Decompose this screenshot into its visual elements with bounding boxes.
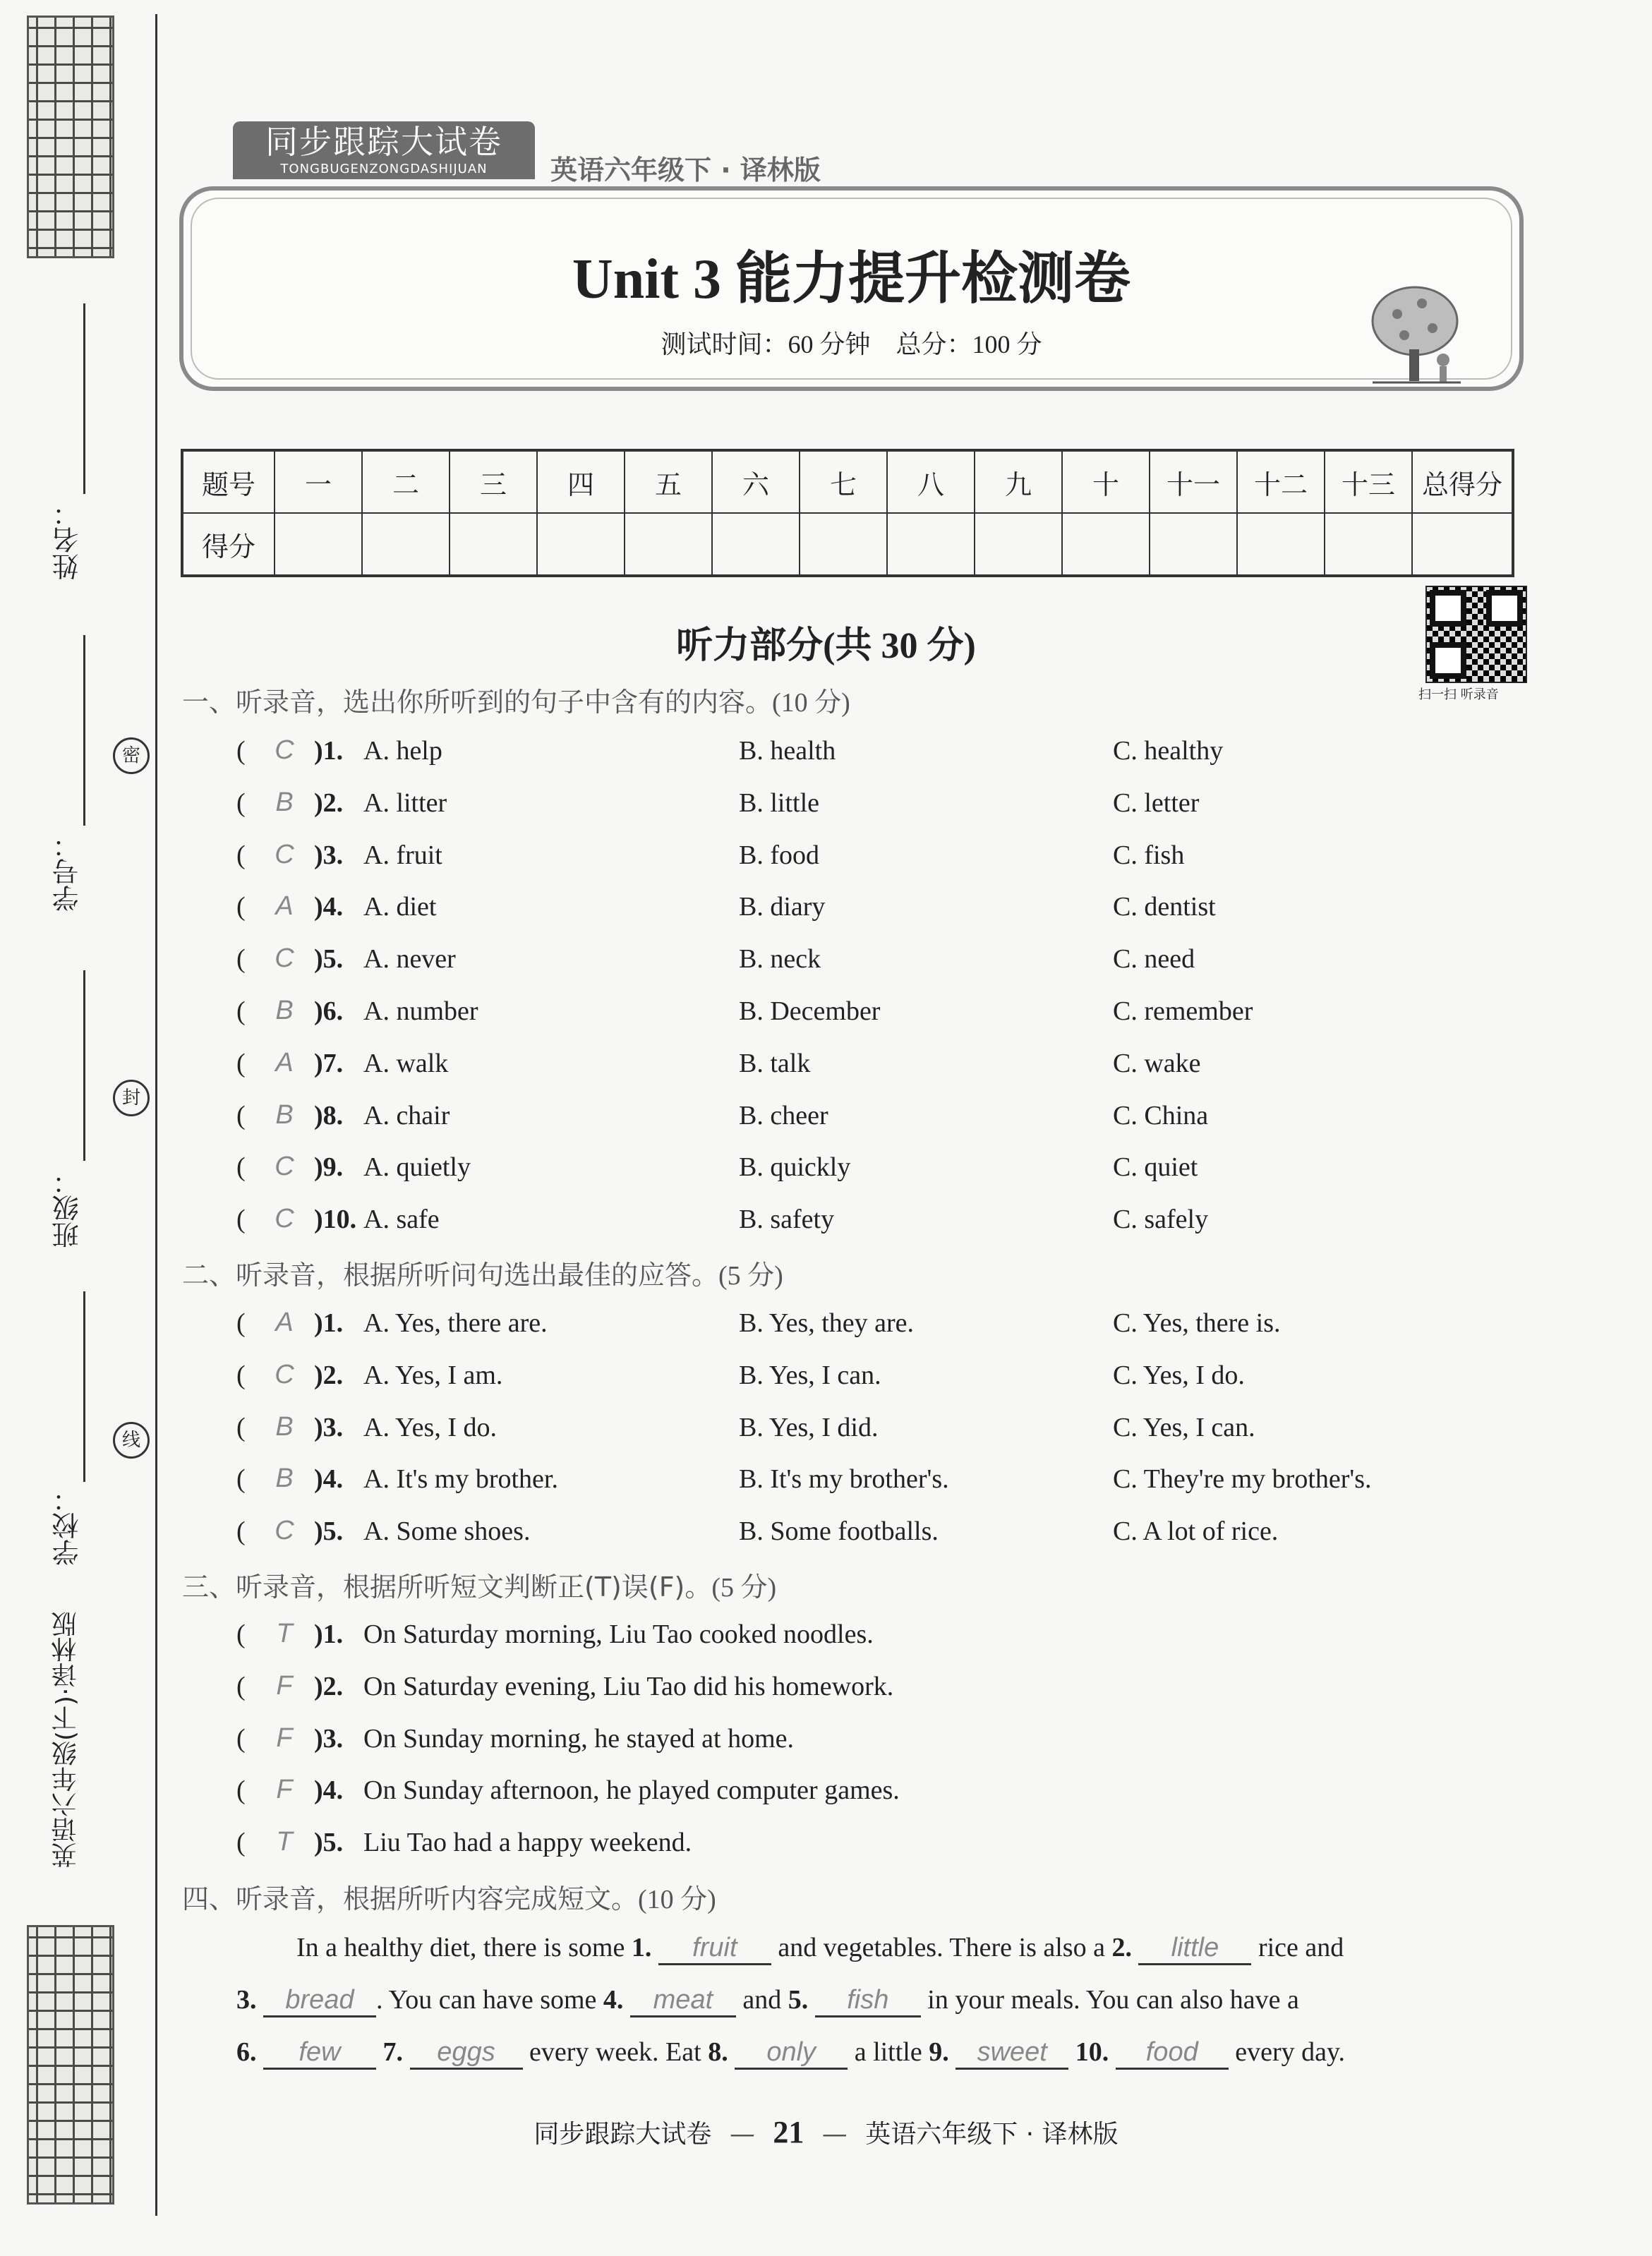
class-label: 班级：	[52, 1168, 83, 1249]
score-cell-9	[975, 513, 1062, 576]
option-c: C. Yes, there is.	[1113, 1308, 1281, 1338]
score-cell-11	[1150, 513, 1237, 576]
blank-number: 7.	[382, 2037, 403, 2067]
footer-left: 同步跟踪大试卷	[533, 2120, 712, 2149]
page-number: 21	[773, 2115, 804, 2149]
blank-6[interactable]: few	[263, 2037, 376, 2070]
option-c: C. healthy	[1113, 736, 1224, 766]
option-b: B. health	[739, 736, 836, 766]
section2-points: (5 分)	[718, 1261, 783, 1291]
blank-number: 4.	[603, 1985, 624, 2015]
cloze-text: In a healthy diet, there is some	[296, 1933, 632, 1962]
option-b: B. talk	[739, 1048, 811, 1078]
cloze-line-3	[236, 2037, 1345, 2070]
blank-number: 10.	[1075, 2037, 1109, 2067]
blank-8[interactable]: only	[735, 2037, 848, 2070]
blank-number: 3.	[236, 1985, 257, 2015]
statement-text: On Saturday morning, Liu Tao cooked noodles.	[363, 1619, 874, 1649]
option-a: A. It's my brother.	[363, 1464, 558, 1495]
score-table-row1-label: 题号	[182, 450, 275, 513]
option-b: B. food	[739, 840, 819, 870]
score-col-6: 六	[712, 450, 800, 513]
score-col-total: 总得分	[1412, 450, 1513, 513]
option-c: C. letter	[1113, 788, 1200, 818]
section1-points: (10 分)	[772, 688, 850, 718]
cloze-text: rice and	[1251, 1933, 1344, 1962]
seal-feng: 封	[113, 1080, 150, 1116]
blank-10[interactable]: food	[1116, 2037, 1229, 2070]
score-cell-7	[800, 513, 887, 576]
question-number: )4.	[314, 1464, 344, 1495]
answer-paren-open: (	[236, 1100, 246, 1130]
option-b: B. neck	[739, 944, 821, 975]
brand-name: 同步跟踪大试卷	[265, 123, 502, 161]
question-number: )4.	[314, 1775, 344, 1806]
answer-mark[interactable]: B	[275, 996, 294, 1025]
question-number: )2.	[314, 788, 344, 818]
question-number: )1.	[314, 736, 344, 766]
score-cell-1	[275, 513, 362, 576]
blank-5[interactable]: fish	[815, 1985, 921, 2017]
section3-points: (5 分)	[711, 1573, 777, 1603]
binding-line	[155, 14, 157, 2216]
answer-paren-open: (	[236, 1152, 246, 1183]
option-a: A. Some shoes.	[363, 1516, 531, 1547]
option-c: C. A lot of rice.	[1113, 1516, 1279, 1547]
section1-heading	[182, 680, 850, 719]
score-table-header-row	[182, 450, 1513, 513]
statement-text: On Sunday morning, he stayed at home.	[363, 1723, 795, 1754]
answer-paren-open: (	[236, 1671, 246, 1701]
brand-badge	[233, 121, 535, 179]
blank-2[interactable]: little	[1138, 1933, 1251, 1965]
answer-paren-open: (	[236, 1412, 246, 1442]
question-number: )1.	[314, 1308, 344, 1338]
answer-paren-open: (	[236, 1828, 246, 1858]
answer-paren-open: (	[236, 1360, 246, 1390]
score-col-9: 九	[975, 450, 1062, 513]
answer-paren-open: (	[236, 788, 246, 818]
score-col-5: 五	[625, 450, 712, 513]
answer-mark[interactable]: B	[275, 1099, 294, 1130]
score-col-4: 四	[537, 450, 625, 513]
school-label: 学校：	[52, 1485, 83, 1567]
answer-mark[interactable]: C	[275, 1516, 294, 1546]
brand-pinyin: TONGBUGENZONGDASHIJUAN	[280, 162, 488, 176]
question-number: )5.	[314, 1828, 344, 1858]
option-c: C. wake	[1113, 1048, 1201, 1078]
option-b: B. It's my brother's.	[739, 1464, 949, 1495]
answer-mark[interactable]: B	[275, 1464, 294, 1494]
cloze-text: every day.	[1228, 2037, 1346, 2067]
class-underline	[83, 970, 85, 1161]
footer-right: 英语六年级下 · 译林版	[865, 2120, 1119, 2149]
option-c: C. need	[1113, 944, 1195, 975]
option-b: B. Yes, I did.	[739, 1412, 879, 1442]
page-footer	[0, 2114, 1652, 2150]
answer-mark[interactable]: B	[275, 1411, 294, 1442]
blank-number: 6.	[236, 2037, 257, 2067]
score-col-7: 七	[800, 450, 887, 513]
option-a: A. fruit	[363, 840, 442, 870]
score-cell-total	[1412, 513, 1513, 576]
blank-4[interactable]: meat	[630, 1985, 736, 2017]
cloze-text: . You can have some	[376, 1985, 603, 2015]
footer-dash: —	[729, 2120, 755, 2149]
option-a: A. Yes, there are.	[363, 1308, 548, 1338]
answer-mark[interactable]: C	[275, 1204, 294, 1234]
answer-paren-open: (	[236, 892, 246, 922]
question-number: )5.	[314, 1516, 344, 1547]
answer-mark[interactable]: A	[275, 1047, 294, 1078]
blank-9[interactable]: sweet	[955, 2037, 1068, 2070]
score-col-1: 一	[275, 450, 362, 513]
seal-xian: 线	[113, 1422, 150, 1459]
option-c: C. Yes, I do.	[1113, 1360, 1245, 1390]
answer-paren-open: (	[236, 1464, 246, 1495]
score-cell-2	[362, 513, 450, 576]
binding-pattern-bottom	[27, 1925, 114, 2204]
answer-mark[interactable]: C	[275, 1359, 294, 1389]
score-cell-12	[1237, 513, 1325, 576]
blank-number: 5.	[788, 1985, 809, 2015]
option-b: B. December	[739, 996, 881, 1026]
statement-text: On Sunday afternoon, he played computer games.	[363, 1775, 900, 1806]
answer-mark[interactable]: A	[275, 891, 294, 922]
section3-heading-text: 三、听录音，根据所听短文判断正(T)误(F)。	[182, 1572, 712, 1603]
section4-heading-text: 四、听录音，根据所听内容完成短文。	[182, 1883, 639, 1914]
answer-paren-open: (	[236, 1308, 246, 1338]
section1-heading-text: 一、听录音，选出你所听到的句子中含有的内容。	[182, 687, 773, 718]
answer-mark[interactable]: C	[275, 943, 294, 974]
cloze-text: every week. Eat	[522, 2037, 709, 2067]
statement-text: Liu Tao had a happy weekend.	[363, 1828, 692, 1858]
option-b: B. quickly	[739, 1152, 851, 1183]
cloze-text: a little	[848, 2037, 929, 2067]
blank-number: 9.	[929, 2037, 949, 2067]
option-a: A. Yes, I do.	[363, 1412, 497, 1442]
option-a: A. Yes, I am.	[363, 1360, 503, 1390]
option-c: C. dentist	[1113, 892, 1216, 922]
seal-mi: 密	[113, 737, 150, 774]
option-a: A. chair	[363, 1100, 450, 1130]
option-a: A. number	[363, 996, 478, 1026]
statement-text: On Saturday evening, Liu Tao did his homework.	[363, 1671, 894, 1701]
answer-mark[interactable]: C	[275, 839, 294, 869]
score-cell-13	[1325, 513, 1412, 576]
cloze-text: and vegetables. There is also a	[771, 1933, 1112, 1962]
score-table-row2-label: 得分	[182, 513, 275, 576]
option-b: B. Yes, they are.	[739, 1308, 915, 1338]
option-b: B. little	[739, 788, 819, 818]
option-c: C. They're my brother's.	[1113, 1464, 1372, 1495]
blank-1[interactable]: fruit	[658, 1933, 771, 1965]
question-number: )2.	[314, 1360, 344, 1390]
id-label: 学号：	[52, 831, 83, 912]
score-col-2: 二	[362, 450, 450, 513]
option-b: B. diary	[739, 892, 826, 922]
question-number: )1.	[314, 1619, 344, 1649]
cloze-text: and	[735, 1985, 788, 2015]
score-table-score-row	[182, 513, 1513, 576]
score-cell-8	[887, 513, 975, 576]
qr-caption: 扫一扫 听录音	[1418, 687, 1499, 702]
option-c: C. fish	[1113, 840, 1185, 870]
option-b: B. Yes, I can.	[739, 1360, 881, 1390]
score-col-12: 十二	[1237, 450, 1325, 513]
blank-number: 1.	[631, 1933, 652, 1962]
question-number: )8.	[314, 1100, 344, 1130]
question-number: )7.	[314, 1048, 344, 1078]
question-number: )10.	[314, 1205, 357, 1235]
answer-mark[interactable]: F	[276, 1775, 293, 1805]
footer-dash: —	[821, 2120, 848, 2149]
cloze-line-2	[236, 1984, 1299, 2017]
score-col-8: 八	[887, 450, 975, 513]
question-number: )3.	[314, 1723, 344, 1754]
question-number: )3.	[314, 840, 344, 870]
answer-paren-open: (	[236, 840, 246, 870]
blank-3[interactable]: bread	[263, 1985, 376, 2017]
option-c: C. safely	[1113, 1205, 1209, 1235]
score-table	[181, 449, 1514, 577]
answer-mark[interactable]: C	[275, 735, 294, 765]
tree-illustration-icon	[1365, 282, 1464, 388]
answer-paren-open: (	[236, 996, 246, 1026]
answer-mark[interactable]: A	[275, 1308, 294, 1337]
score-col-11: 十一	[1150, 450, 1237, 513]
score-cell-5	[625, 513, 712, 576]
edition-label: 英语六年级下 · 译林版	[550, 155, 821, 186]
answer-mark[interactable]: F	[276, 1723, 293, 1753]
name-underline	[83, 303, 85, 494]
score-cell-10	[1062, 513, 1150, 576]
name-label: 姓名：	[52, 500, 83, 580]
answer-paren-open: (	[236, 1205, 246, 1235]
answer-mark[interactable]: F	[276, 1670, 293, 1701]
option-a: A. diet	[363, 892, 437, 922]
section4-heading	[182, 1877, 716, 1916]
answer-paren-open: (	[236, 1619, 246, 1649]
question-number: )3.	[314, 1412, 344, 1442]
cloze-text: in your meals. You can also have a	[920, 1985, 1299, 2015]
school-underline	[83, 1291, 85, 1482]
score-cell-6	[712, 513, 800, 576]
answer-mark[interactable]: T	[276, 1827, 293, 1857]
score-cell-3	[450, 513, 537, 576]
score-col-10: 十	[1062, 450, 1150, 513]
answer-mark[interactable]: T	[276, 1619, 293, 1648]
score-cell-4	[537, 513, 625, 576]
question-number: )6.	[314, 996, 344, 1026]
blank-7[interactable]: eggs	[410, 2037, 523, 2070]
score-col-3: 三	[450, 450, 537, 513]
option-b: B. safety	[739, 1205, 835, 1235]
answer-paren-open: (	[236, 1775, 246, 1806]
option-a: A. safe	[363, 1205, 440, 1235]
binding-pattern-top	[27, 16, 114, 258]
blank-number: 2.	[1111, 1933, 1132, 1962]
answer-paren-open: (	[236, 944, 246, 975]
answer-paren-open: (	[236, 1048, 246, 1078]
exam-subtitle: 测试时间：60 分钟 总分：100 分	[661, 330, 1042, 358]
title-frame	[179, 186, 1524, 391]
exam-title: Unit 3 能力提升检测卷	[572, 248, 1131, 310]
option-c: C. remember	[1113, 996, 1253, 1026]
option-c: C. China	[1113, 1100, 1209, 1130]
question-number: )5.	[314, 944, 344, 975]
question-number: )4.	[314, 892, 344, 922]
blank-number: 8.	[708, 2037, 728, 2067]
answer-paren-open: (	[236, 1723, 246, 1754]
option-b: B. Some footballs.	[739, 1516, 939, 1547]
option-a: A. help	[363, 736, 442, 766]
answer-paren-open: (	[236, 1516, 246, 1547]
section2-heading	[182, 1253, 783, 1292]
option-a: A. walk	[363, 1048, 449, 1078]
section3-heading	[182, 1565, 776, 1604]
option-a: A. quietly	[363, 1152, 471, 1183]
score-col-13: 十三	[1325, 450, 1412, 513]
answer-paren-open: (	[236, 736, 246, 766]
listening-part-title: 听力部分(共 30 分)	[676, 626, 976, 666]
option-c: C. Yes, I can.	[1113, 1412, 1255, 1442]
option-a: A. litter	[363, 788, 447, 818]
answer-mark[interactable]: C	[275, 1152, 294, 1182]
section2-heading-text: 二、听录音，根据所听问句选出最佳的应答。	[182, 1260, 719, 1291]
series-label: 英语六年级(下)·译林版	[52, 1611, 80, 1868]
section4-points: (10 分)	[638, 1885, 716, 1914]
answer-mark[interactable]: B	[275, 787, 294, 817]
option-b: B. cheer	[739, 1100, 828, 1130]
cloze-line-1	[296, 1932, 1344, 1965]
option-a: A. never	[363, 944, 456, 975]
option-c: C. quiet	[1113, 1152, 1198, 1183]
question-number: )2.	[314, 1671, 344, 1701]
question-number: )9.	[314, 1152, 344, 1183]
